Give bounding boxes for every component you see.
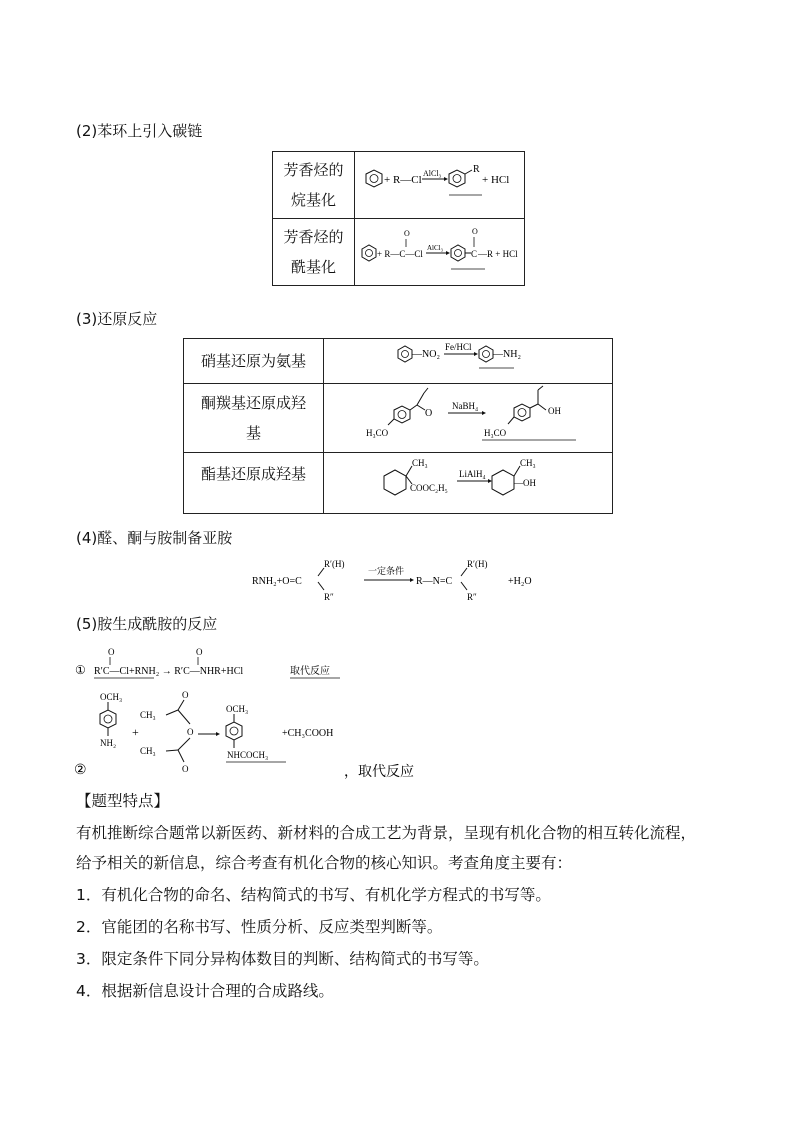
svg-text:R″: R″ xyxy=(324,592,334,602)
svg-text:+ R—Cl: + R—Cl xyxy=(384,174,422,186)
benzene-ring-icon xyxy=(366,170,382,187)
ketone-reduction-equation xyxy=(324,384,613,453)
svg-text:R—N=C: R—N=C xyxy=(416,576,453,587)
svg-text:R′(H): R′(H) xyxy=(324,559,345,569)
benzene-ring-icon xyxy=(479,346,493,362)
cyclohexane-ring-icon xyxy=(492,470,514,495)
svg-text:R′(H): R′(H) xyxy=(467,559,488,569)
ester-reduction-svg xyxy=(324,454,612,508)
table-cell-label: 芳香烃的 烷基化 xyxy=(273,152,355,219)
benzene-ring-icon xyxy=(514,404,530,421)
svg-text:NaBH₄: NaBH₄ xyxy=(452,401,479,411)
svg-text:CH₃: CH₃ xyxy=(520,458,536,468)
table-cell-label: 硝基还原为氨基 xyxy=(184,339,324,384)
svg-text:RNH₂+O=C: RNH₂+O=C xyxy=(252,576,302,587)
svg-text:C: C xyxy=(471,249,478,259)
svg-text:CH₃: CH₃ xyxy=(140,746,156,756)
benzene-ring-icon xyxy=(398,346,412,362)
svg-text:AlCl₃: AlCl₃ xyxy=(427,244,444,252)
svg-text:O: O xyxy=(472,227,478,236)
reduction-reactions-table xyxy=(183,338,613,514)
svg-text:—NH₂: —NH₂ xyxy=(493,349,521,360)
features-heading: 【题型特点】 xyxy=(76,792,170,810)
amide-equation-2 xyxy=(74,688,454,784)
benzene-ring-icon xyxy=(449,170,465,187)
section-heading-imine: (4)醛、酮与胺制备亚胺 xyxy=(76,529,233,547)
alkylation-equation-svg xyxy=(355,152,524,214)
acylation-equation xyxy=(355,219,525,286)
svg-text:一定条件: 一定条件 xyxy=(368,566,405,576)
feature-item: 2．官能团的名称书写、性质分析、反应类型判断等。 xyxy=(76,918,443,936)
table-cell-label: 芳香烃的 酰基化 xyxy=(273,219,355,286)
svg-text:O: O xyxy=(182,690,189,700)
svg-text:H₃CO: H₃CO xyxy=(366,428,389,438)
cyclohexane-ring-icon xyxy=(384,470,406,495)
svg-text:OH: OH xyxy=(548,406,561,416)
section-heading-amide: (5)胺生成酰胺的反应 xyxy=(76,615,218,633)
aromatic-carbon-chain-table xyxy=(272,151,525,286)
nitro-reduction-svg xyxy=(324,339,612,379)
section-heading-reduction: (3)还原反应 xyxy=(76,310,158,328)
svg-text:CH₃: CH₃ xyxy=(412,458,428,468)
svg-text:+H₂O: +H₂O xyxy=(508,576,532,587)
svg-text:，取代反应: ，取代反应 xyxy=(344,765,414,780)
svg-text:取代反应: 取代反应 xyxy=(290,666,330,677)
svg-text:—OH: —OH xyxy=(514,478,536,488)
svg-text:—NO₂: —NO₂ xyxy=(412,349,440,360)
nitro-reduction-equation xyxy=(324,339,613,384)
feature-item: 4．根据新信息设计合理的合成路线。 xyxy=(76,982,334,1000)
svg-text:+ R—C—Cl: + R—C—Cl xyxy=(377,249,423,259)
benzene-ring-icon xyxy=(226,722,242,740)
section-heading-aromatic-alkylation: (2)苯环上引入碳链 xyxy=(76,122,203,140)
benzene-ring-icon xyxy=(362,245,376,261)
ester-reduction-equation xyxy=(324,453,613,514)
feature-item: 1．有机化合物的命名、结构简式的书写、有机化学方程式的书写等。 xyxy=(76,886,551,904)
table-cell-label: 酯基还原成羟基 xyxy=(184,453,324,514)
svg-text:COOC₂H₅: COOC₂H₅ xyxy=(410,483,448,493)
features-intro-line-1: 有机推断综合题常以新医药、新材料的合成工艺为背景，呈现有机化合物的相互转化流程， xyxy=(76,824,697,842)
svg-text:+CH₃COOH: +CH₃COOH xyxy=(282,728,334,739)
svg-text:+: + xyxy=(132,725,139,739)
alkylation-equation xyxy=(355,152,525,219)
features-intro-line-2: 给予相关的新信息，综合考查有机化合物的核心知识。考查角度主要有： xyxy=(76,854,573,872)
svg-text:R: R xyxy=(473,164,480,175)
svg-text:O: O xyxy=(196,647,203,657)
benzene-ring-icon xyxy=(100,710,116,728)
svg-text:H₃CO: H₃CO xyxy=(484,428,507,438)
svg-text:Fe/HCl: Fe/HCl xyxy=(445,342,472,352)
svg-text:CH₃: CH₃ xyxy=(140,710,156,720)
svg-text:O: O xyxy=(404,229,410,238)
svg-text:O: O xyxy=(187,727,194,737)
table-cell-label: 酮羰基还原成羟 基 xyxy=(184,384,324,453)
imine-equation xyxy=(250,556,550,606)
svg-text:LiAlH₄: LiAlH₄ xyxy=(459,469,486,479)
svg-text:R′C—Cl+RNH₂ → R′C—NHR+HCl: R′C—Cl+RNH₂ → R′C—NHR+HCl xyxy=(94,666,244,677)
svg-text:O: O xyxy=(182,764,189,774)
svg-text:OCH₃: OCH₃ xyxy=(100,692,123,702)
svg-text:②: ② xyxy=(74,763,87,778)
svg-text:+ HCl: + HCl xyxy=(482,174,510,186)
svg-text:OCH₃: OCH₃ xyxy=(226,704,249,714)
svg-text:AlCl₃: AlCl₃ xyxy=(423,169,442,178)
ketone-reduction-svg xyxy=(324,384,612,448)
svg-text:—R + HCl: —R + HCl xyxy=(478,249,518,259)
svg-text:O: O xyxy=(108,647,115,657)
feature-item: 3．限定条件下同分异构体数目的判断、结构简式的书写等。 xyxy=(76,950,489,968)
svg-text:O: O xyxy=(425,408,433,419)
svg-text:①: ① xyxy=(75,663,86,677)
benzene-ring-icon xyxy=(394,406,410,423)
svg-text:NHCOCH₃: NHCOCH₃ xyxy=(227,750,269,760)
amide-equation-1 xyxy=(74,646,374,682)
svg-text:R″: R″ xyxy=(467,592,477,602)
acylation-equation-svg xyxy=(355,219,524,281)
benzene-ring-icon xyxy=(451,245,465,261)
svg-text:NH₂: NH₂ xyxy=(100,738,117,748)
